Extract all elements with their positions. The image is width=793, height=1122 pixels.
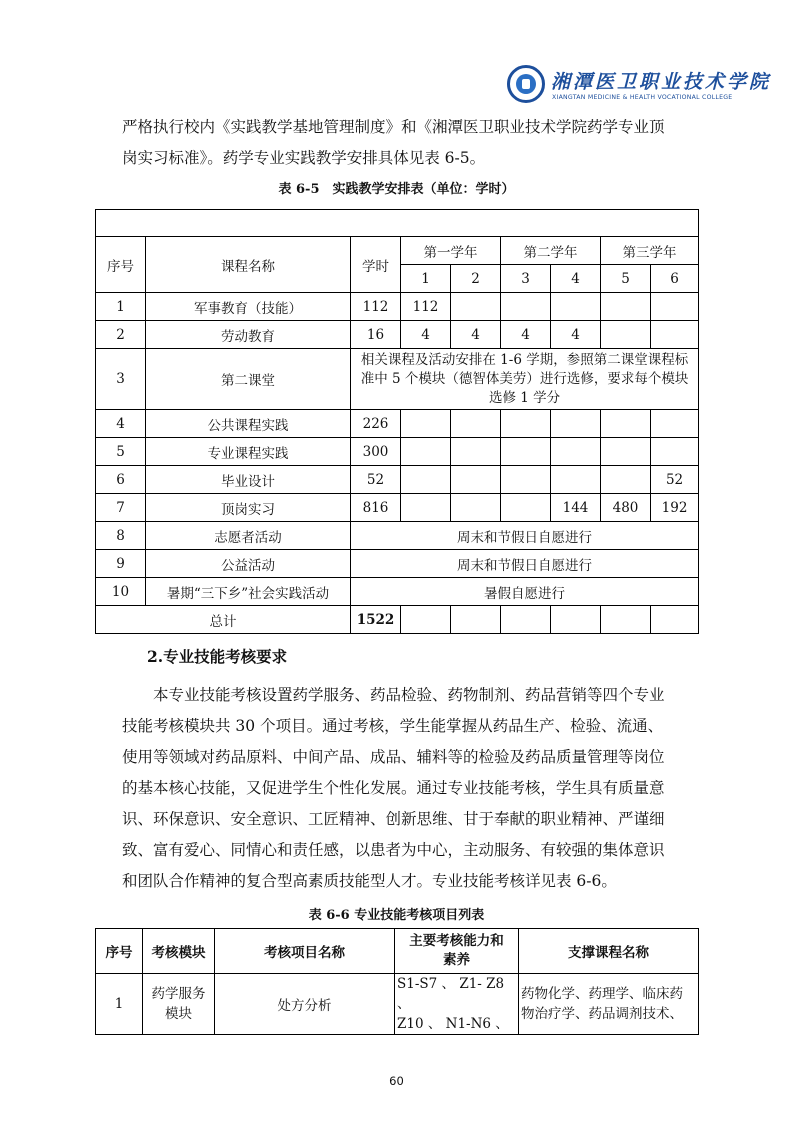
total-value: 1522	[351, 606, 401, 634]
table-row	[96, 293, 699, 321]
cell-sem	[551, 466, 601, 494]
cell-seq: 4	[96, 410, 146, 438]
table-row	[96, 494, 699, 522]
cell-seq: 2	[96, 321, 146, 349]
cell-sem: 4	[401, 321, 451, 349]
table-row	[96, 466, 699, 494]
skill-assessment-table	[95, 928, 699, 1035]
cell-course: 军事教育（技能）	[146, 293, 351, 321]
table-row	[96, 522, 699, 550]
table-header-row	[96, 929, 699, 974]
cell-sem: 192	[651, 494, 699, 522]
cell-seq: 6	[96, 466, 146, 494]
header-semester: 3	[501, 265, 551, 293]
header-semester: 6	[651, 265, 699, 293]
cell-sem	[401, 494, 451, 522]
college-name-en: XIANGTAN MEDICINE & HEALTH VOCATIONAL COLLEGE	[552, 94, 733, 101]
header-ability	[395, 929, 519, 974]
header-seq: 序号	[96, 237, 146, 293]
paragraph-line: 的基本核心技能，又促进学生个性化发展。通过专业技能考核，学生具有质量意	[122, 779, 665, 797]
cell-sem	[501, 293, 551, 321]
cell-sem	[601, 321, 651, 349]
cell-sem	[551, 438, 601, 466]
cell-sem	[501, 410, 551, 438]
paragraph-line: 识、环保意识、安全意识、工匠精神、创新思维、甘于奉献的职业精神、严谨细	[122, 810, 665, 828]
cell-sem	[401, 466, 451, 494]
table-row	[96, 438, 699, 466]
cell-note: 周末和节假日自愿进行	[351, 550, 699, 578]
paragraph-line: 技能考核模块共 30 个项目。通过考核，学生能掌握从药品生产、检验、流通、	[122, 717, 664, 735]
intro-paragraph	[122, 112, 682, 174]
table-row	[96, 578, 699, 606]
cell-ability	[395, 974, 519, 1035]
cell-course: 公共课程实践	[146, 410, 351, 438]
cell-seq: 8	[96, 522, 146, 550]
intro-line: 岗实习标准》。药学专业实践教学安排具体见表 6-5。	[122, 149, 486, 167]
total-label: 总计	[96, 606, 351, 634]
cell-sem	[451, 293, 501, 321]
cell-sem	[651, 321, 699, 349]
cell-sem	[551, 293, 601, 321]
header-courses: 支撑课程名称	[519, 929, 699, 974]
cell-note	[351, 349, 699, 410]
cell-sem	[601, 466, 651, 494]
courses-line: 药物化学、药理学、临床药	[521, 986, 683, 1002]
header-year3: 第三学年	[601, 237, 699, 265]
cell-course: 公益活动	[146, 550, 351, 578]
college-name-cn: 湘潭医卫职业技术学院	[551, 71, 772, 93]
table-row	[96, 210, 699, 237]
cell-sem	[651, 438, 699, 466]
college-seal-icon	[507, 65, 545, 103]
cell-hours: 112	[351, 293, 401, 321]
header-module: 考核模块	[143, 929, 215, 974]
cell-course: 毕业设计	[146, 466, 351, 494]
cell-sem	[451, 494, 501, 522]
note-line: 准中 5 个模块（德智体美劳）进行选修，要求每个模块	[360, 370, 689, 387]
cell-hours: 300	[351, 438, 401, 466]
cell-sem	[501, 438, 551, 466]
header-project: 考核项目名称	[215, 929, 395, 974]
cell-courses	[519, 974, 699, 1035]
cell-seq: 9	[96, 550, 146, 578]
cell-sem: 4	[451, 321, 501, 349]
cell-sem: 4	[551, 321, 601, 349]
cell-course: 专业课程实践	[146, 438, 351, 466]
cell-module	[143, 974, 215, 1035]
section2-paragraph	[122, 680, 682, 897]
header-ability-line: 主要考核能力和	[409, 933, 504, 949]
paragraph-line: 致、富有爱心、同情心和责任感，以患者为中心，主动服务、有较强的集体意识	[122, 841, 665, 859]
cell-sem	[451, 466, 501, 494]
module-line: 模块	[165, 1006, 192, 1022]
table65-caption: 表 6-5 实践教学安排表（单位：学时）	[278, 182, 515, 197]
cell-course: 劳动教育	[146, 321, 351, 349]
header-hours: 学时	[351, 237, 401, 293]
section-heading: 2.专业技能考核要求	[147, 647, 288, 666]
cell-note: 暑假自愿进行	[351, 578, 699, 606]
cell-project: 处方分析	[215, 974, 395, 1035]
cell-seq: 10	[96, 578, 146, 606]
cell-course: 暑期“三下乡”社会实践活动	[146, 578, 351, 606]
intro-line: 严格执行校内《实践教学基地管理制度》和《湘潭医卫职业技术学院药学专业顶	[122, 118, 665, 136]
header-semester: 2	[451, 265, 501, 293]
cell-sem: 480	[601, 494, 651, 522]
cell-hours: 16	[351, 321, 401, 349]
page-number: 60	[389, 1074, 404, 1088]
header-course: 课程名称	[146, 237, 351, 293]
header-ability-line: 素养	[443, 952, 470, 968]
cell-sem	[651, 293, 699, 321]
cell-sem	[651, 606, 699, 634]
cell-sem	[601, 410, 651, 438]
header-seq: 序号	[96, 929, 143, 974]
header-semester: 1	[401, 265, 451, 293]
cell-seq: 5	[96, 438, 146, 466]
header-year2: 第二学年	[501, 237, 601, 265]
cell-hours: 816	[351, 494, 401, 522]
header-semester: 4	[551, 265, 601, 293]
cell-seq: 1	[96, 293, 146, 321]
table-header-row	[96, 237, 699, 265]
cell-sem	[501, 606, 551, 634]
cell-sem: 4	[501, 321, 551, 349]
ability-line: S1-S7 、 Z1- Z8 、	[397, 976, 505, 1012]
paragraph-line: 本专业技能考核设置药学服务、药品检验、药物制剂、药品营销等四个专业	[153, 686, 665, 704]
cell-hours: 52	[351, 466, 401, 494]
cell-sem: 52	[651, 466, 699, 494]
cell-sem	[401, 438, 451, 466]
college-logo	[507, 61, 772, 111]
note-line: 选修 1 学分	[488, 389, 561, 406]
cell-sem	[651, 410, 699, 438]
table-row	[96, 410, 699, 438]
cell-sem: 112	[401, 293, 451, 321]
cell-course: 志愿者活动	[146, 522, 351, 550]
paragraph-line: 和团队合作精神的复合型高素质技能型人才。专业技能考核详见表 6-6。	[122, 872, 617, 890]
cell-hours: 226	[351, 410, 401, 438]
practice-schedule-table	[95, 209, 699, 634]
cell-sem	[551, 606, 601, 634]
table66-caption: 表 6-6 专业技能考核项目列表	[308, 908, 485, 923]
cell-seq: 7	[96, 494, 146, 522]
table-row	[96, 550, 699, 578]
paragraph-line: 使用等领域对药品原料、中间产品、成品、辅料等的检验及药品质量管理等岗位	[122, 748, 665, 766]
table-row	[96, 321, 699, 349]
cell-sem	[601, 606, 651, 634]
ability-line: Z10 、 N1-N6 、	[397, 1016, 509, 1032]
courses-line: 物治疗学、药品调剂技术、	[521, 1006, 683, 1022]
cell-sem	[601, 438, 651, 466]
cell-sem: 144	[551, 494, 601, 522]
cell-sem	[451, 606, 501, 634]
table-row	[96, 974, 699, 1035]
cell-sem	[401, 606, 451, 634]
cell-sem	[401, 410, 451, 438]
table-total-row	[96, 606, 699, 634]
cell-sem	[451, 410, 501, 438]
table-row	[96, 349, 699, 410]
note-line: 相关课程及活动安排在 1-6 学期，参照第二课堂课程标	[360, 351, 689, 368]
cell-seq: 1	[96, 974, 143, 1035]
cell-course: 第二课堂	[146, 349, 351, 410]
cell-sem	[501, 494, 551, 522]
module-line: 药学服务	[151, 986, 206, 1002]
cell-sem	[551, 410, 601, 438]
cell-sem	[501, 466, 551, 494]
cell-seq: 3	[96, 349, 146, 410]
header-year1: 第一学年	[401, 237, 501, 265]
header-semester: 5	[601, 265, 651, 293]
cell-sem	[451, 438, 501, 466]
cell-note: 周末和节假日自愿进行	[351, 522, 699, 550]
cell-sem	[601, 293, 651, 321]
cell-course: 顶岗实习	[146, 494, 351, 522]
